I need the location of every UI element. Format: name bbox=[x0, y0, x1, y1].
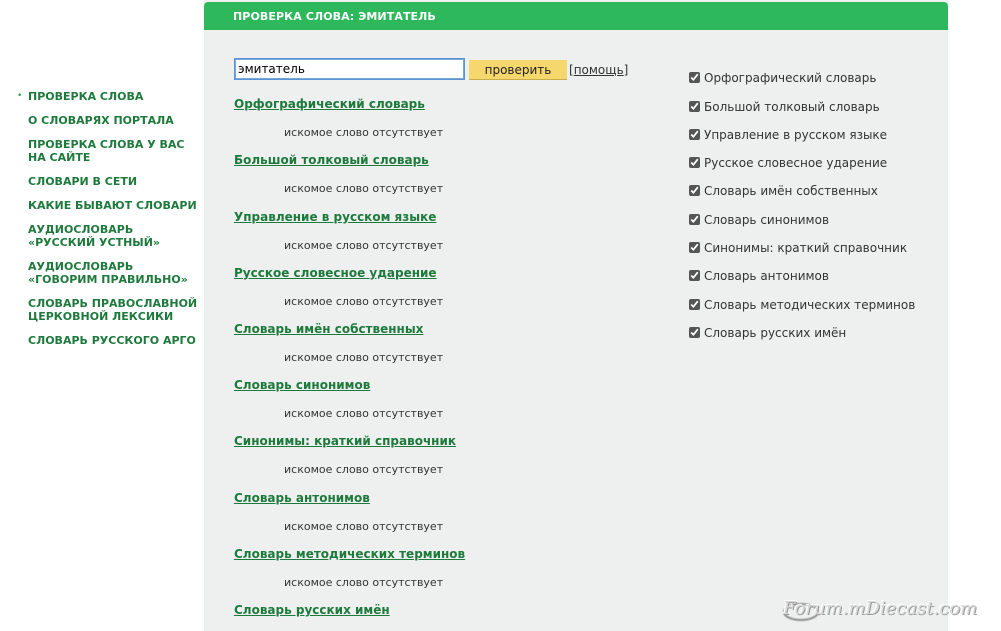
result-title-russian-names[interactable]: Словарь русских имён bbox=[234, 603, 390, 617]
dict-label-big-explanatory: Большой толковый словарь bbox=[704, 100, 880, 114]
dict-option-synonyms[interactable] bbox=[689, 213, 829, 227]
result-status-synonyms: искомое слово отсутствует bbox=[284, 407, 444, 420]
active-item-bullet: • bbox=[17, 91, 23, 101]
nav-item-online-dictionaries[interactable]: СЛОВАРИ В СЕТИ bbox=[28, 175, 138, 188]
result-title-government[interactable]: Управление в русском языке bbox=[234, 210, 437, 224]
result-status-big-explanatory: искомое слово отсутствует bbox=[284, 182, 444, 195]
result-title-synonyms-brief[interactable]: Синонимы: краткий справочник bbox=[234, 434, 457, 448]
result-status-methodical-terms: искомое слово отсутствует bbox=[284, 576, 444, 589]
nav-item-check-on-your-site[interactable]: ПРОВЕРКА СЛОВА У ВАС НА САЙТЕ bbox=[28, 138, 185, 164]
nav-item-about-dictionaries[interactable]: О СЛОВАРЯХ ПОРТАЛА bbox=[28, 114, 174, 127]
dict-checkbox-synonyms-brief[interactable] bbox=[689, 242, 700, 253]
dict-option-antonyms[interactable] bbox=[689, 269, 829, 283]
dict-option-proper-names[interactable] bbox=[689, 184, 878, 198]
help-link[interactable]: помощь bbox=[573, 63, 624, 77]
dict-checkbox-synonyms[interactable] bbox=[689, 214, 700, 225]
check-button[interactable]: проверить bbox=[469, 60, 567, 80]
nav-item-audio-speak-correctly[interactable]: АУДИОСЛОВАРЬ «ГОВОРИМ ПРАВИЛЬНО» bbox=[28, 260, 188, 286]
dict-checkbox-methodical-terms[interactable] bbox=[689, 299, 700, 310]
dict-option-stress[interactable] bbox=[689, 156, 887, 170]
result-status-orthographic: искомое слово отсутствует bbox=[284, 126, 444, 139]
result-title-orthographic[interactable]: Орфографический словарь bbox=[234, 97, 425, 111]
result-status-government: искомое слово отсутствует bbox=[284, 239, 444, 252]
dict-option-orthographic[interactable] bbox=[689, 71, 876, 85]
result-title-big-explanatory[interactable]: Большой толковый словарь bbox=[234, 153, 429, 167]
dict-option-russian-names[interactable] bbox=[689, 326, 846, 340]
dict-checkbox-orthographic[interactable] bbox=[689, 72, 700, 83]
dict-label-stress: Русское словесное ударение bbox=[704, 156, 888, 170]
dict-option-big-explanatory[interactable] bbox=[689, 100, 880, 114]
dict-label-synonyms: Словарь синонимов bbox=[704, 213, 830, 227]
help-close-bracket: ] bbox=[623, 63, 629, 77]
nav-item-audio-russian-oral[interactable]: АУДИОСЛОВАРЬ «РУССКИЙ УСТНЫЙ» bbox=[28, 223, 160, 249]
dict-option-methodical-terms[interactable] bbox=[689, 298, 915, 312]
result-title-antonyms[interactable]: Словарь антонимов bbox=[234, 491, 370, 505]
page-title: ПРОВЕРКА СЛОВА: ЭМИТАТЕЛЬ bbox=[233, 10, 436, 23]
result-title-proper-names[interactable]: Словарь имён собственных bbox=[234, 322, 424, 336]
result-title-stress[interactable]: Русское словесное ударение bbox=[234, 266, 437, 280]
result-title-synonyms[interactable]: Словарь синонимов bbox=[234, 378, 371, 392]
dict-label-methodical-terms: Словарь методических терминов bbox=[704, 298, 916, 312]
dict-label-antonyms: Словарь антонимов bbox=[704, 269, 829, 283]
nav-item-orthodox-church-lexicon[interactable]: СЛОВАРЬ ПРАВОСЛАВНОЙ ЦЕРКОВНОЙ ЛЕКСИКИ bbox=[28, 297, 198, 323]
dict-label-russian-names: Словарь русских имён bbox=[704, 326, 847, 340]
help-open-bracket: [ bbox=[569, 63, 574, 77]
result-status-proper-names: искомое слово отсутствует bbox=[284, 351, 444, 364]
result-status-stress: искомое слово отсутствует bbox=[284, 295, 444, 308]
dict-checkbox-russian-names[interactable] bbox=[689, 327, 700, 338]
dict-checkbox-stress[interactable] bbox=[689, 157, 700, 168]
dict-checkbox-big-explanatory[interactable] bbox=[689, 101, 700, 112]
dict-label-government: Управление в русском языке bbox=[704, 128, 888, 142]
result-title-methodical-terms[interactable]: Словарь методических терминов bbox=[234, 547, 466, 561]
watermark: Forum.mDiecast.com bbox=[783, 598, 978, 619]
help-link-wrapper bbox=[569, 63, 628, 77]
dict-label-proper-names: Словарь имён собственных bbox=[704, 184, 878, 198]
nav-item-dictionary-types[interactable]: КАКИЕ БЫВАЮТ СЛОВАРИ bbox=[28, 199, 197, 212]
result-status-synonyms-brief: искомое слово отсутствует bbox=[284, 463, 444, 476]
search-input[interactable] bbox=[235, 59, 464, 79]
dict-checkbox-antonyms[interactable] bbox=[689, 270, 700, 281]
panel-header bbox=[204, 2, 948, 30]
main-panel bbox=[204, 0, 948, 631]
result-status-antonyms: искомое слово отсутствует bbox=[284, 520, 444, 533]
dict-option-synonyms-brief[interactable] bbox=[689, 241, 907, 255]
dict-checkbox-proper-names[interactable] bbox=[689, 185, 700, 196]
nav-item-check-word[interactable]: ПРОВЕРКА СЛОВА bbox=[28, 90, 144, 103]
dict-label-synonyms-brief: Синонимы: краткий справочник bbox=[704, 241, 908, 255]
nav-item-russian-argo[interactable]: СЛОВАРЬ РУССКОГО АРГО bbox=[28, 334, 196, 347]
dict-checkbox-government[interactable] bbox=[689, 129, 700, 140]
dict-option-government[interactable] bbox=[689, 128, 887, 142]
dict-label-orthographic: Орфографический словарь bbox=[704, 71, 877, 85]
